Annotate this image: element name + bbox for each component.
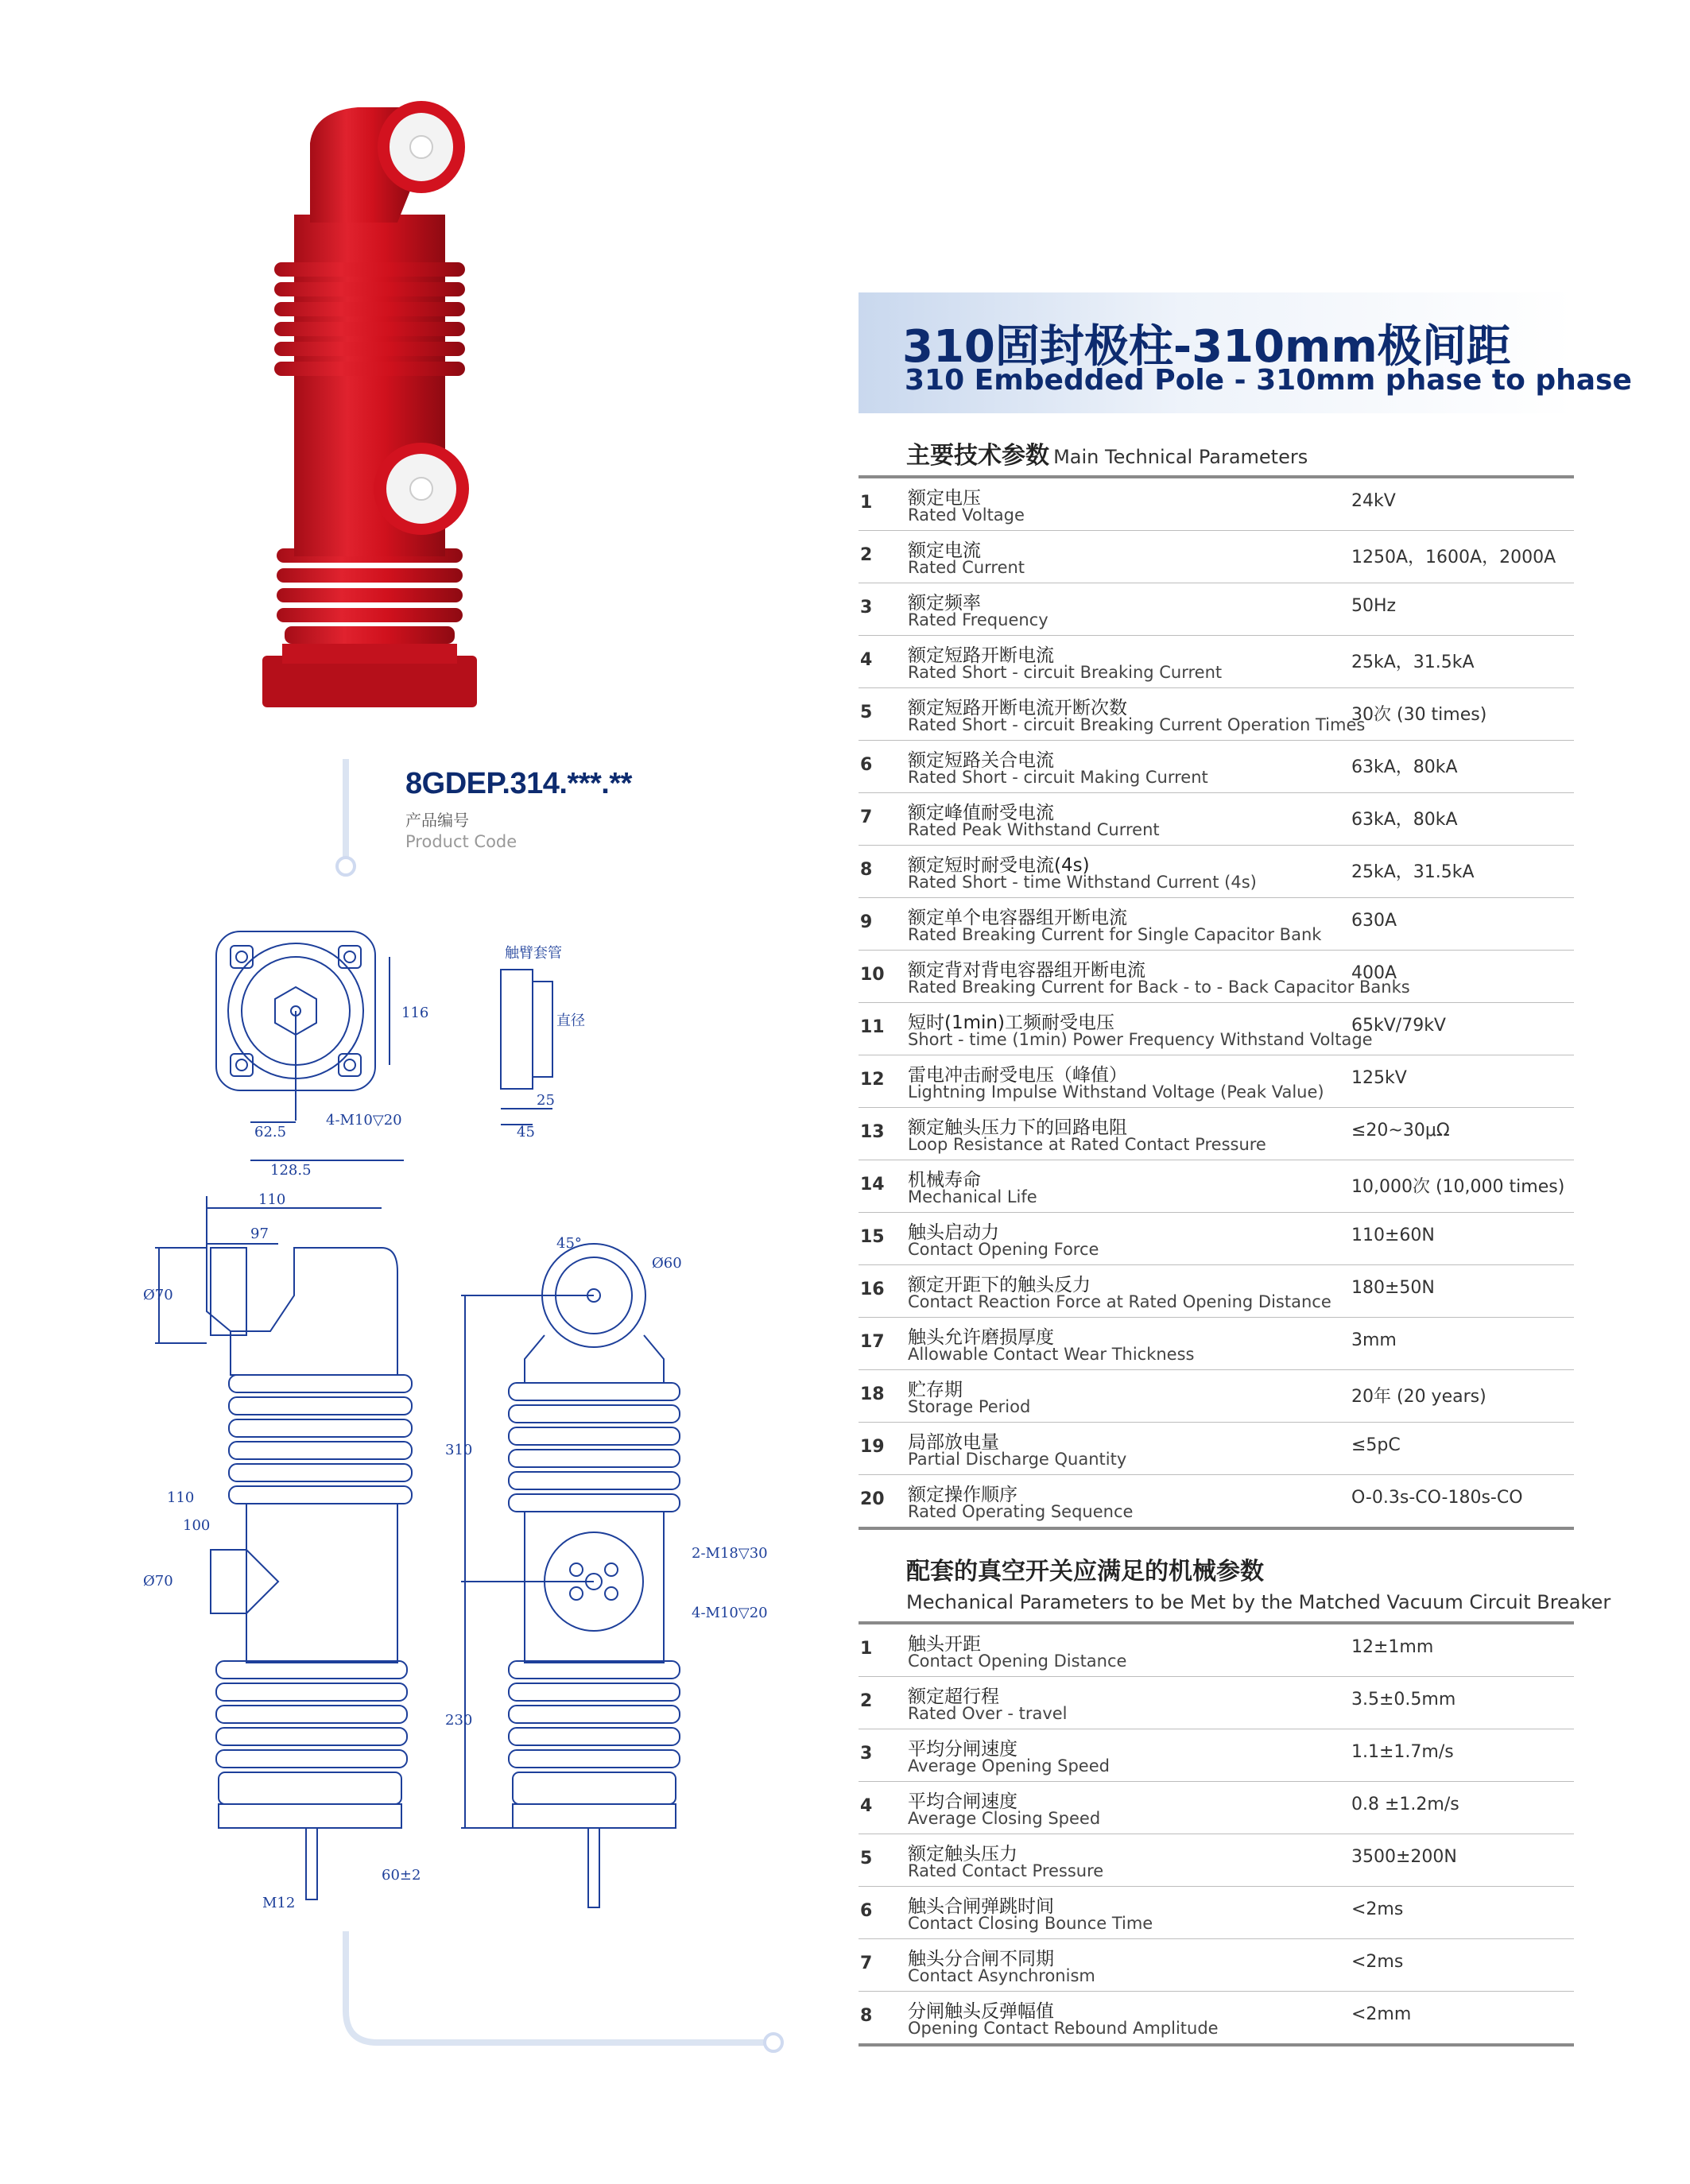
- param-name-en: Contact Closing Bounce Time: [908, 1914, 1153, 1933]
- row-number: 12: [860, 1070, 885, 1090]
- param-name-cn: 额定电流: [908, 540, 981, 561]
- row-number: 7: [860, 807, 873, 827]
- param-value: 180±50N: [1351, 1278, 1435, 1298]
- table-row: [859, 1887, 1574, 1939]
- table-row: [859, 1423, 1574, 1475]
- row-number: 18: [860, 1384, 885, 1404]
- param-name-cn: 触头启动力: [908, 1222, 999, 1243]
- param-value: 63kA，80kA: [1351, 757, 1458, 777]
- param-value: ≤5pC: [1351, 1435, 1401, 1455]
- row-number: 15: [860, 1227, 885, 1247]
- param-name-en: Rated Frequency: [908, 610, 1048, 629]
- param-name-cn: 额定电压: [908, 488, 981, 509]
- param-name-en: Lightning Impulse Withstand Voltage (Peak Value): [908, 1082, 1324, 1102]
- param-value: 65kV/79kV: [1351, 1016, 1446, 1036]
- param-name-cn: 额定峰值耐受电流: [908, 803, 1054, 823]
- dim-m12: M12: [262, 1895, 296, 1911]
- product-code: 8GDEP.314.***.**: [405, 767, 632, 800]
- param-name-en: Rated Short - circuit Breaking Current Operation Times: [908, 715, 1366, 734]
- param-name-en: Average Opening Speed: [908, 1756, 1110, 1775]
- row-number: 9: [860, 912, 873, 932]
- mech-params-heading-cn: 配套的真空开关应满足的机械参数: [906, 1558, 1264, 1586]
- table-row: [859, 951, 1574, 1003]
- param-name-cn: 触头允许磨损厚度: [908, 1327, 1054, 1348]
- row-number: 20: [860, 1489, 885, 1509]
- param-name-en: Contact Opening Distance: [908, 1652, 1127, 1671]
- dim-60: 60±2: [382, 1867, 421, 1884]
- param-name-cn: 贮存期: [908, 1380, 963, 1400]
- page-title-cn: 310固封极柱-310mm极间距: [902, 321, 1511, 373]
- param-value: 30次 (30 times): [1351, 705, 1487, 725]
- row-number: 16: [860, 1280, 885, 1299]
- main-params-heading: [906, 436, 1308, 470]
- dim-inner-diameter: 直径: [556, 1013, 585, 1029]
- param-name-en: Short - time (1min) Power Frequency Withstand Voltage: [908, 1030, 1373, 1049]
- param-name-en: Average Closing Speed: [908, 1809, 1101, 1828]
- row-number: 4: [860, 650, 873, 670]
- param-name-en: Rated Peak Withstand Current: [908, 820, 1160, 839]
- row-number: 1: [860, 1639, 873, 1659]
- dim-25: 25: [537, 1092, 555, 1109]
- row-number: 4: [860, 1796, 873, 1816]
- dim-116: 116: [401, 1005, 429, 1021]
- param-name-cn: 局部放电量: [908, 1432, 999, 1453]
- param-name-en: Rated Operating Sequence: [908, 1502, 1134, 1521]
- dim-110-top: 110: [258, 1191, 286, 1208]
- table-row: [859, 1624, 1574, 1677]
- param-name-en: Contact Reaction Force at Rated Opening Distance: [908, 1292, 1331, 1311]
- param-name-en: Rated Voltage: [908, 505, 1025, 525]
- dim-45-deg: 45°: [556, 1235, 582, 1252]
- table-row: [859, 1003, 1574, 1055]
- param-name-en: Rated Contact Pressure: [908, 1861, 1104, 1880]
- param-name-en: Rated Breaking Current for Single Capacitor Bank: [908, 925, 1322, 944]
- row-number: 6: [860, 755, 873, 775]
- param-name-en: Mechanical Life: [908, 1187, 1037, 1206]
- dim-70-top: Ø70: [143, 1287, 173, 1303]
- param-name-cn: 额定频率: [908, 593, 981, 614]
- dim-310: 310: [445, 1442, 473, 1458]
- table-row: [859, 1055, 1574, 1108]
- dim-128-5: 128.5: [270, 1162, 312, 1179]
- param-value: ≤20~30μΩ: [1351, 1121, 1450, 1140]
- table-bottom-rule: [859, 1527, 1574, 1530]
- param-name-cn: 平均分闸速度: [908, 1739, 1017, 1760]
- param-value: 125kV: [1351, 1068, 1407, 1088]
- row-number: 10: [860, 965, 885, 985]
- row-number: 17: [860, 1332, 885, 1352]
- row-number: 3: [860, 598, 873, 618]
- param-value: 3500±200N: [1351, 1847, 1457, 1867]
- table-row: [859, 898, 1574, 951]
- table-bottom-rule: [859, 2043, 1574, 2047]
- param-name-en: Contact Opening Force: [908, 1240, 1099, 1259]
- param-name-cn: 额定开距下的触头反力: [908, 1275, 1091, 1295]
- param-name-en: Partial Discharge Quantity: [908, 1450, 1127, 1469]
- dim-230: 230: [445, 1712, 473, 1729]
- main-params-table: [859, 475, 1574, 1530]
- param-name-cn: 额定短路关合电流: [908, 750, 1054, 771]
- dim-110-mid: 110: [167, 1489, 195, 1506]
- param-name-cn: 雷电冲击耐受电压（峰值）: [908, 1065, 1127, 1086]
- param-name-en: Opening Contact Rebound Amplitude: [908, 2019, 1219, 2038]
- param-value: <2mm: [1351, 2004, 1412, 2024]
- param-name-cn: 额定短路开断电流: [908, 645, 1054, 666]
- param-name-cn: 额定背对背电容器组开断电流: [908, 960, 1145, 981]
- param-name-en: Storage Period: [908, 1397, 1031, 1416]
- param-name-cn: 触头开距: [908, 1634, 981, 1655]
- param-name-cn: 额定超行程: [908, 1686, 999, 1707]
- row-number: 11: [860, 1017, 885, 1037]
- dim-100: 100: [183, 1517, 211, 1534]
- table-row: [859, 478, 1574, 531]
- param-name-en: Rated Breaking Current for Back - to - Back Capacitor Banks: [908, 978, 1410, 997]
- param-name-cn: 短时(1min)工频耐受电压: [908, 1013, 1114, 1033]
- param-name-cn: 额定单个电容器组开断电流: [908, 908, 1127, 928]
- param-name-cn: 触头合闸弹跳时间: [908, 1896, 1054, 1917]
- dim-4-m10-top: 4-M10▽20: [326, 1112, 402, 1129]
- param-value: <2ms: [1351, 1952, 1404, 1972]
- param-value: <2ms: [1351, 1899, 1404, 1919]
- param-name-en: Rated Short - circuit Breaking Current: [908, 663, 1223, 682]
- connector-line-bottom: [334, 1931, 795, 2058]
- param-name-en: Contact Asynchronism: [908, 1966, 1095, 1985]
- mech-params-heading-en: Mechanical Parameters to be Met by the Matched Vacuum Circuit Breaker: [906, 1591, 1611, 1613]
- table-row: [859, 1834, 1574, 1887]
- param-value: 3mm: [1351, 1330, 1397, 1350]
- row-number: 8: [860, 2006, 873, 2026]
- param-value: 24kV: [1351, 491, 1396, 511]
- product-code-block: [405, 767, 632, 851]
- connector-line-top: [334, 759, 358, 878]
- table-row: [859, 636, 1574, 688]
- dim-4-m10-front: 4-M10▽20: [692, 1605, 768, 1621]
- param-name-cn: 机械寿命: [908, 1170, 981, 1191]
- table-row: [859, 1213, 1574, 1265]
- param-name-cn: 平均合闸速度: [908, 1791, 1017, 1812]
- param-name-en: Rated Short - time Withstand Current (4s): [908, 873, 1257, 892]
- table-row: [859, 688, 1574, 741]
- param-value: 25kA，31.5kA: [1351, 862, 1475, 882]
- param-value: 12±1mm: [1351, 1637, 1434, 1657]
- param-value: 50Hz: [1351, 596, 1397, 616]
- row-number: 7: [860, 1954, 873, 1973]
- row-number: 14: [860, 1175, 885, 1195]
- param-value: 10,000次 (10,000 times): [1351, 1177, 1565, 1197]
- param-value: 25kA，31.5kA: [1351, 652, 1475, 672]
- table-row: [859, 1108, 1574, 1160]
- param-value: 400A: [1351, 963, 1397, 983]
- dim-2-m18: 2-M18▽30: [692, 1545, 768, 1562]
- table-row: [859, 846, 1574, 898]
- param-value: 1.1±1.7m/s: [1351, 1742, 1454, 1762]
- product-photo: [238, 95, 501, 747]
- table-row: [859, 1729, 1574, 1782]
- table-row: [859, 1160, 1574, 1213]
- param-value: 630A: [1351, 911, 1397, 931]
- table-row: [859, 1677, 1574, 1729]
- dim-62-5: 62.5: [254, 1124, 287, 1140]
- sleeve-outline: [501, 970, 533, 1089]
- table-row: [859, 1782, 1574, 1834]
- row-number: 2: [860, 1691, 873, 1711]
- row-number: 6: [860, 1901, 873, 1921]
- table-row: [859, 793, 1574, 846]
- row-number: 19: [860, 1437, 885, 1457]
- param-name-cn: 额定短路开断电流开断次数: [908, 698, 1127, 718]
- row-number: 5: [860, 1849, 873, 1868]
- param-name-cn: 额定触头压力下的回路电阻: [908, 1117, 1127, 1138]
- param-name-cn: 触头分合闸不同期: [908, 1949, 1054, 1969]
- param-name-en: Allowable Contact Wear Thickness: [908, 1345, 1195, 1364]
- table-row: [859, 741, 1574, 793]
- table-row: [859, 1370, 1574, 1423]
- row-number: 8: [860, 860, 873, 880]
- product-code-label-cn: 产品编号: [405, 811, 469, 830]
- mech-params-heading: [906, 1551, 1611, 1613]
- dim-45: 45: [517, 1124, 535, 1140]
- dim-60-dia: Ø60: [652, 1255, 682, 1272]
- table-row: [859, 531, 1574, 583]
- main-params-heading-en: Main Technical Parameters: [1053, 446, 1308, 468]
- main-params-heading-cn: 主要技术参数: [906, 442, 1049, 470]
- side-view-outline: [207, 1248, 397, 1375]
- param-name-cn: 额定短时耐受电流(4s): [908, 855, 1090, 876]
- row-number: 13: [860, 1122, 885, 1142]
- param-name-en: Rated Over - travel: [908, 1704, 1068, 1723]
- table-row: [859, 1265, 1574, 1318]
- sleeve-label: 触臂套管: [505, 945, 562, 962]
- param-value: O-0.3s-CO-180s-CO: [1351, 1488, 1523, 1508]
- param-name-cn: 额定操作顺序: [908, 1485, 1017, 1505]
- param-value: 20年 (20 years): [1351, 1387, 1487, 1407]
- row-number: 3: [860, 1744, 873, 1764]
- row-number: 2: [860, 545, 873, 565]
- param-value: 1250A，1600A，2000A: [1351, 548, 1556, 567]
- param-value: 3.5±0.5mm: [1351, 1690, 1456, 1710]
- param-name-en: Rated Current: [908, 558, 1025, 577]
- param-value: 0.8 ±1.2m/s: [1351, 1795, 1459, 1814]
- table-row: [859, 1939, 1574, 1992]
- param-name-cn: 额定触头压力: [908, 1844, 1017, 1865]
- table-row: [859, 583, 1574, 636]
- table-row: [859, 1992, 1574, 2043]
- row-number: 5: [860, 703, 873, 722]
- param-value: 63kA，80kA: [1351, 810, 1458, 830]
- dim-97: 97: [250, 1226, 269, 1242]
- param-name-en: Loop Resistance at Rated Contact Pressure: [908, 1135, 1266, 1154]
- table-row: [859, 1318, 1574, 1370]
- param-name-en: Rated Short - circuit Making Current: [908, 768, 1208, 787]
- page-title-en: 310 Embedded Pole - 310mm phase to phase: [905, 364, 1632, 397]
- table-row: [859, 1475, 1574, 1527]
- param-value: 110±60N: [1351, 1226, 1435, 1245]
- dim-70-mid: Ø70: [143, 1573, 173, 1590]
- param-name-cn: 分闸触头反弹幅值: [908, 2001, 1054, 2022]
- mech-params-table: [859, 1621, 1574, 2047]
- row-number: 1: [860, 493, 873, 513]
- product-code-label-en: Product Code: [405, 832, 517, 851]
- technical-drawing: [143, 898, 827, 1923]
